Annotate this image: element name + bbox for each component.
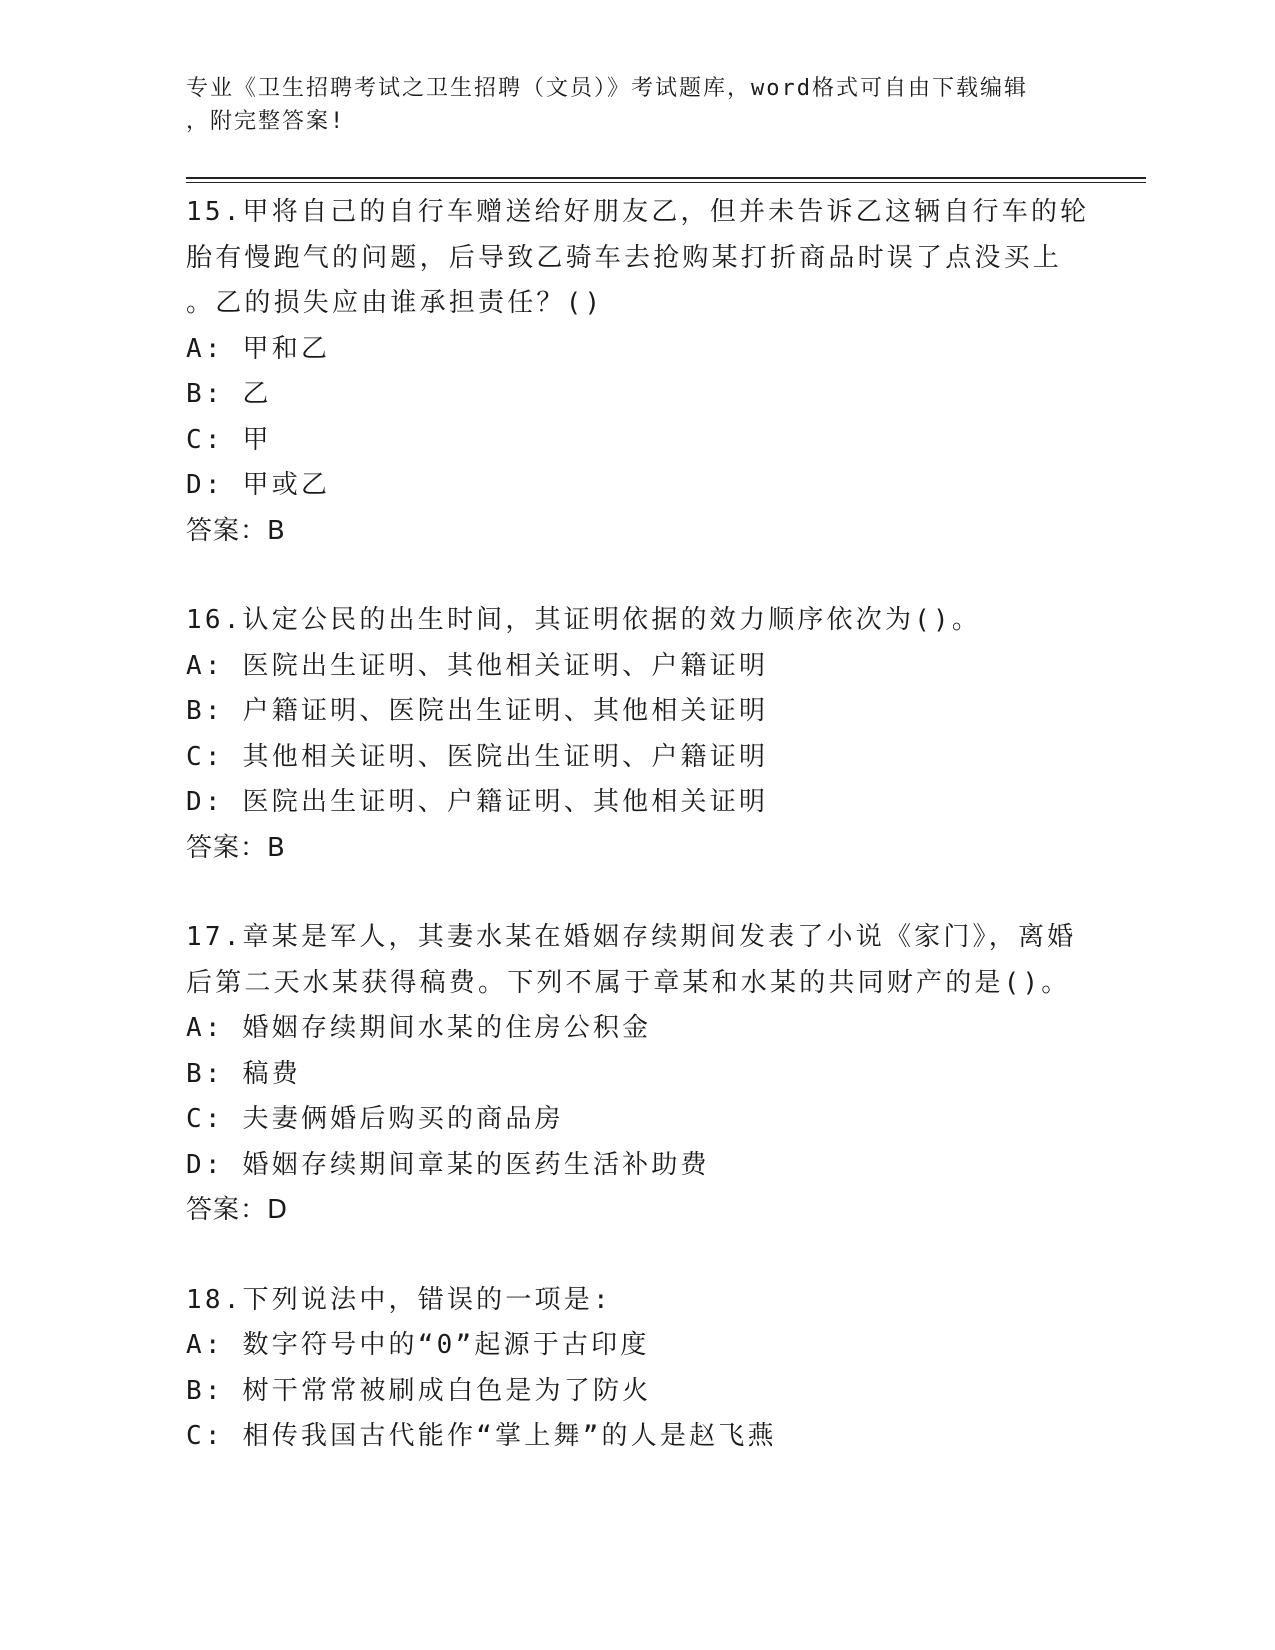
question-18 [186,1278,1086,1460]
question-stem-line: 15.甲将自己的自行车赠送给好朋友乙，但并未告诉乙这辆自行车的轮 [186,197,1090,227]
question-stem-line: 18.下列说法中，错误的一项是: [186,1284,612,1315]
option-c: C: 夫妻俩婚后购买的商品房 [186,1104,564,1134]
question-list [186,190,1090,1504]
option-c: C: 相传我国古代能作“掌上舞”的人是赵飞燕 [186,1421,777,1451]
option-c: C: 甲 [186,424,272,455]
question-stem-line: 16.认定公民的出生时间，其证明依据的效力顺序依次为()。 [186,605,982,635]
question-17 [186,915,1086,1234]
answer-label: 答案：D [186,1195,289,1225]
question-stem-line: 17.章某是军人，其妻水某在婚姻存续期间发表了小说《家门》，离婚 [186,922,1077,952]
option-b: B: 稿费 [186,1058,301,1089]
page-header [186,72,1086,138]
question-stem-line: 后第二天水某获得稿费。下列不属于章某和水某的共同财产的是()。 [186,967,1071,998]
header-line-2: ，附完整答案! [186,109,346,134]
option-d: D: 婚姻存续期间章某的医药生活补助费 [186,1149,710,1180]
option-b: B: 树干常常被刷成白色是为了防火 [186,1375,652,1406]
answer-label: 答案：B [186,515,286,546]
question-stem-line: 胎有慢跑气的问题，后导致乙骑车去抢购某打折商品时误了点没买上 [186,242,1063,273]
header-divider-thin [186,182,1146,183]
option-a: A: 医院出生证明、其他相关证明、户籍证明 [186,650,769,681]
question-15 [186,190,1090,554]
option-b: B: 乙 [186,379,272,409]
option-c: C: 其他相关证明、医院出生证明、户籍证明 [186,741,769,772]
header-line-1: 专业《卫生招聘考试之卫生招聘（文员）》考试题库，word格式可自由下载编辑 [186,76,1028,101]
option-d: D: 甲或乙 [186,470,331,500]
option-a: A: 婚姻存续期间水某的住房公积金 [186,1013,652,1043]
header-divider-thick [186,177,1146,179]
option-b: B: 户籍证明、医院出生证明、其他相关证明 [186,696,769,726]
option-d: D: 医院出生证明、户籍证明、其他相关证明 [186,787,769,817]
question-16 [186,598,1086,871]
option-a: A: 数字符号中的“0”起源于古印度 [186,1330,650,1360]
option-a: A: 甲和乙 [186,333,331,364]
question-stem-line: 。乙的损失应由谁承担责任？() [186,288,604,318]
answer-label: 答案：B [186,832,286,863]
